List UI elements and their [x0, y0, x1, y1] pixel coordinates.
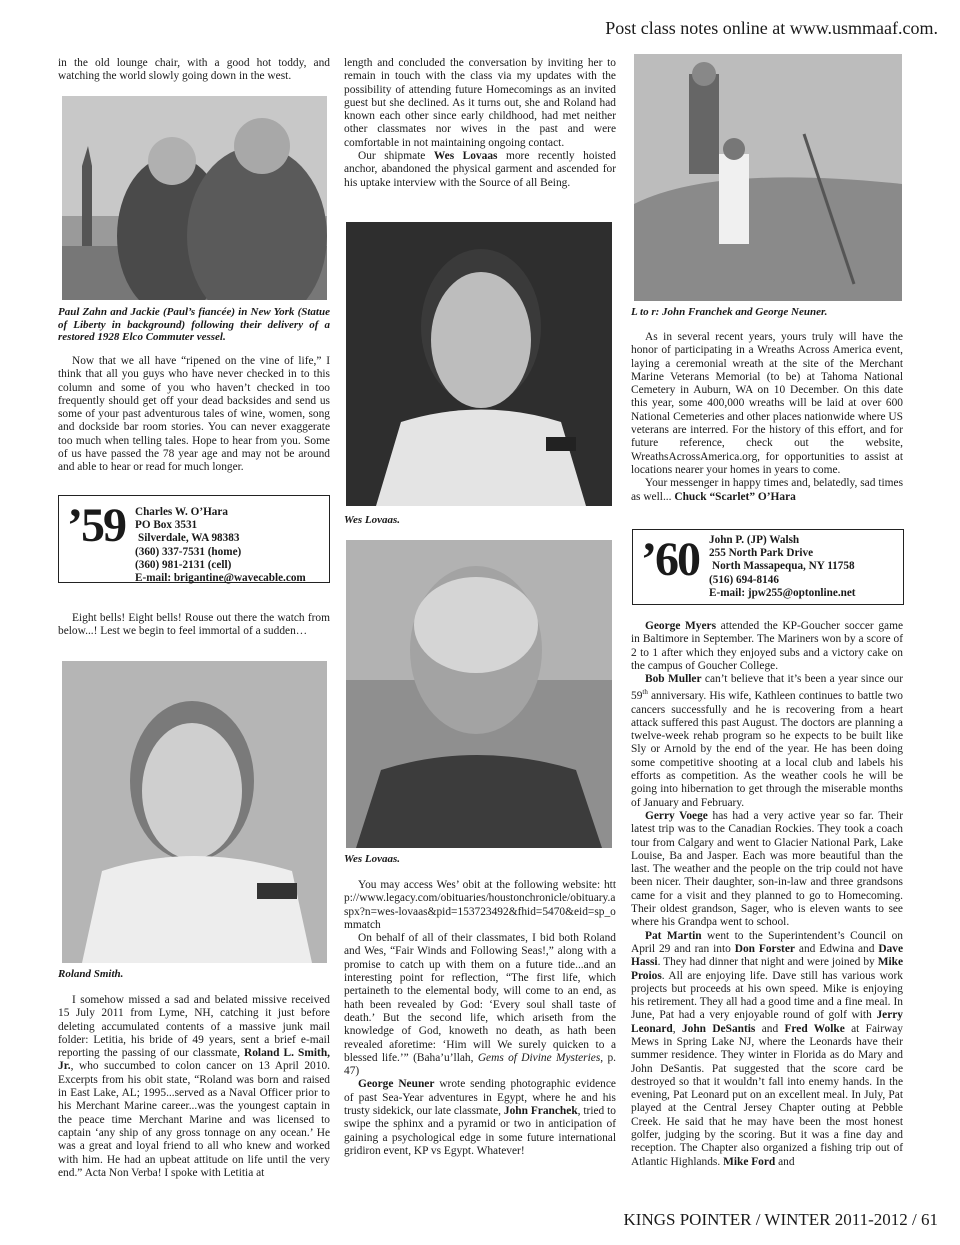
class-secretary-address: John P. (JP) Walsh 255 North Park Drive North Massapequa, NY 11758 (516) 694-8146 E-mail: jpw255@optonline.net — [709, 534, 856, 599]
photo-caption: Roland Smith. — [58, 968, 124, 980]
photo-wes-lovaas-young — [346, 222, 612, 506]
photo-paul-zahn-jackie — [62, 96, 327, 300]
photo-caption: Wes Lovaas. — [344, 853, 401, 865]
paragraph: Gerry Voege has had a very active year so far. Their latest trip was to the Canadian Rockies. They took a coach tour from Calgary and went to Glacier National Park, Lake Louise, Ba and Jasper. Each was more beautiful than the last. The weather and the people on the trip could not have been nicer. Their daughter, son-in-law and three grandsons came for a visit and they planned to go to Homecoming. Their oldest grandson, Sager, who is eleven wants to see where his Grandpa went to school. — [631, 809, 904, 929]
paragraph: I somehow missed a sad and belated missive received 15 July 2011 from Lyme, NH, catching it just before deleting accumulated contents of a massive junk mail folder: Letitia, his bride of 49 years, sent a brief e-mail reporting the passing of our classmate, Roland L. Smith, Jr., who succumbed to colon cancer on 13 April 2010. Excerpts from his obit state, “Roland was born and raised in East Lake, AL; 1995...served as a Naval Officer prior to his Merchant Marine career...was the youngest captain in the peace time Merchant Marine and was licensed to captain ‘any ship of any gross tonnage on any ocean.’ He was a great and loyal friend to all who knew and worked with him. He had an upbeat attitude on life until the very end.” Acta Non Verba! I spoke with Letitia at — [58, 994, 330, 1179]
paragraph: As in several recent years, yours truly will have the honor of participating in a Wreaths Across America event, laying a ceremonial wreath at the site of the Merchant Marine Veterans Memorial (to be) at Tahoma National Cemetery in Auburn, WA on 10 December. On this date this year, some 400,000 wreaths will be laid at over 600 National Cemeteries and other places nationwide where US veterans are interred. For the history of this effort, and for future reference, check out the website, WreathsAcrossAmerica.org, for opportunities to assist at locations nearer your homes in years to come. — [631, 331, 903, 476]
column-1-bells — [58, 612, 330, 639]
class-year: ’60 — [641, 533, 699, 586]
paragraph: George Myers attended the KP-Goucher soccer game in Baltimore in September. The Mariners won by a score of 2 to 1 after which they enjoyed subs and a victory cake on the campus of Goucher College. — [631, 620, 904, 672]
paragraph: Eight bells! Eight bells! Rouse out there the watch from below...! Lest we begin to feel immortal of a sudden… — [58, 612, 330, 638]
class-secretary-address: Charles W. O’Hara PO Box 3531 Silverdale, WA 98383 (360) 337-7531 (home) (360) 981-2131 (cell) E-mail: brigantine@wavecable.com — [135, 506, 306, 585]
paragraph: Your messenger in happy times and, belatedly, sad times as well... Chuck “Scarlet” O’Hara — [631, 477, 903, 503]
paragraph: George Neuner wrote sending photographic evidence of past Sea-Year adventures in Egypt, where he and his trusty sidekick, our late classmate, John Franchek, tried to swipe the sphinx and a pyramid or two in anticipation of gaining a psychological edge in some future international gridiron event, KP vs Egypt. Whatever! — [344, 1078, 616, 1157]
paragraph: in the old lounge chair, with a good hot toddy, and watching the world slowly going down in the west. — [58, 57, 330, 83]
column-3-wreaths — [631, 331, 903, 504]
paragraph: Pat Martin went to the Superintendent’s Council on April 29 and ran into Don Forster and Edwina and Dave Hassi. They had dinner that night and were joined by Mike Proios. All are enjoying life. Dave still has various work projects but proceeds at his own speed. Mike is enjoying his retirement. They all had a good time and a fine meal. In June, Pat had a very enjoyable round of golf with Jerry Leonard, John DeSantis and Fred Wolke at Fairway Mews in Spring Lake NJ, where the Leonards have their summer residence. They winter in Florida as do Mary and John DeSantis. Pat suggested that the score card be destroyed so that it wouldn’t fall into enemy hands. In the evening, Pat Leonard put on an excellent meal. In July, Pat played at the Central Jersey Chapter outing at Pebble Creek. He said that he may have been the most honest golfer, judging by the scoring. But it was a fine day and reception. The Chapter also organized a fishing trip out of Atlantic Highlands. Mike Ford and — [631, 929, 904, 1168]
photo-caption: Wes Lovaas. — [344, 514, 401, 526]
column-1-roland — [58, 994, 330, 1180]
page-footer: KINGS POINTER / WINTER 2011-2012 / 61 — [623, 1210, 938, 1229]
photo-caption: L to r: John Franchek and George Neuner. — [631, 306, 828, 318]
photo-wes-lovaas-older — [346, 540, 612, 848]
page-header: Post class notes online at www.usmmaaf.com. — [605, 18, 938, 38]
column-3-body — [631, 620, 903, 1169]
class-year: ’59 — [67, 499, 125, 552]
paragraph: On behalf of all of their classmates, I bid both Roland and Wes, “Fair Winds and Following Seas!,” along with a promise to catch up with them on a future tide...and an interesting point for reflection, “The first life, which pertaineth to the elemental body, will come to an end, as hath been revealed by God: ‘Every soul shall taste of death.’ But the second life, which ariseth from the knowledge of God, knoweth no death, as hath been revealed aforetime: ‘Him will We surely quicken to a blessed life.’” (Baha’u’llah, Gems of Divine Mysteries, p. 47) — [344, 932, 616, 1078]
paragraph: Bob Muller can’t believe that it’s been a year since our 59th anniversary. His wife, Kathleen continues to battle two cancers successfully and he is recovering from a heart attack suffered this past August. The doctors are planning a twelve-week rehab program so he expects to be built like Sly or Arnold by the end of the year. He has been doing some competitive shooting at a local club and labels his efforts as competition. As the weather cools he will be going into hibernation to get through the miserable months of January and February. — [631, 673, 903, 809]
column-2-body — [344, 879, 616, 1158]
paragraph: You may access Wes’ obit at the following website: http://www.legacy.com/obituaries/houstonchronicle/obituary.aspx?n=wes-lovaas&pid=153723492&fhid=5470&eid=sp_ommatch — [344, 879, 616, 931]
column-2-top — [344, 57, 616, 190]
paragraph: length and concluded the conversation by inviting her to remain in touch with the class via my updates with the possibility of attending future Homecomings as an invited guest but she declined. As it turns out, she and Roland had known each other since early childhood, had met neither other classmates nor wives in the past and were comfortable in not maintaining ongoing contact. — [344, 57, 616, 149]
paragraph: Our shipmate Wes Lovaas more recently hoisted anchor, abandoned the physical garment and ascended for his uptake interview with the Source of all Being. — [344, 150, 616, 189]
class-60-contact-box — [632, 529, 904, 605]
column-1-top — [58, 57, 330, 84]
photo-caption: Paul Zahn and Jackie (Paul’s fiancée) in New York (Statue of Liberty in background) following their delivery of a restored 1928 Elco Commuter vessel. — [58, 306, 330, 343]
class-59-contact-box — [58, 495, 330, 583]
paragraph: Now that we all have “ripened on the vine of life,” I think that all you guys who have never checked in to this column and some of you who haven’t checked in too frequently should get off your dead backsides and send us some of your past adventurous tales of wine, women, song and dockside bar room stories. You can never exaggerate too much when telling tales. Hope to hear from you. Some of us have passed the 78 year age and may not be around and able to hear or read for much longer. — [58, 355, 330, 474]
column-1-body — [58, 355, 330, 475]
photo-roland-smith — [62, 661, 327, 963]
photo-franchek-neuner — [634, 54, 902, 301]
